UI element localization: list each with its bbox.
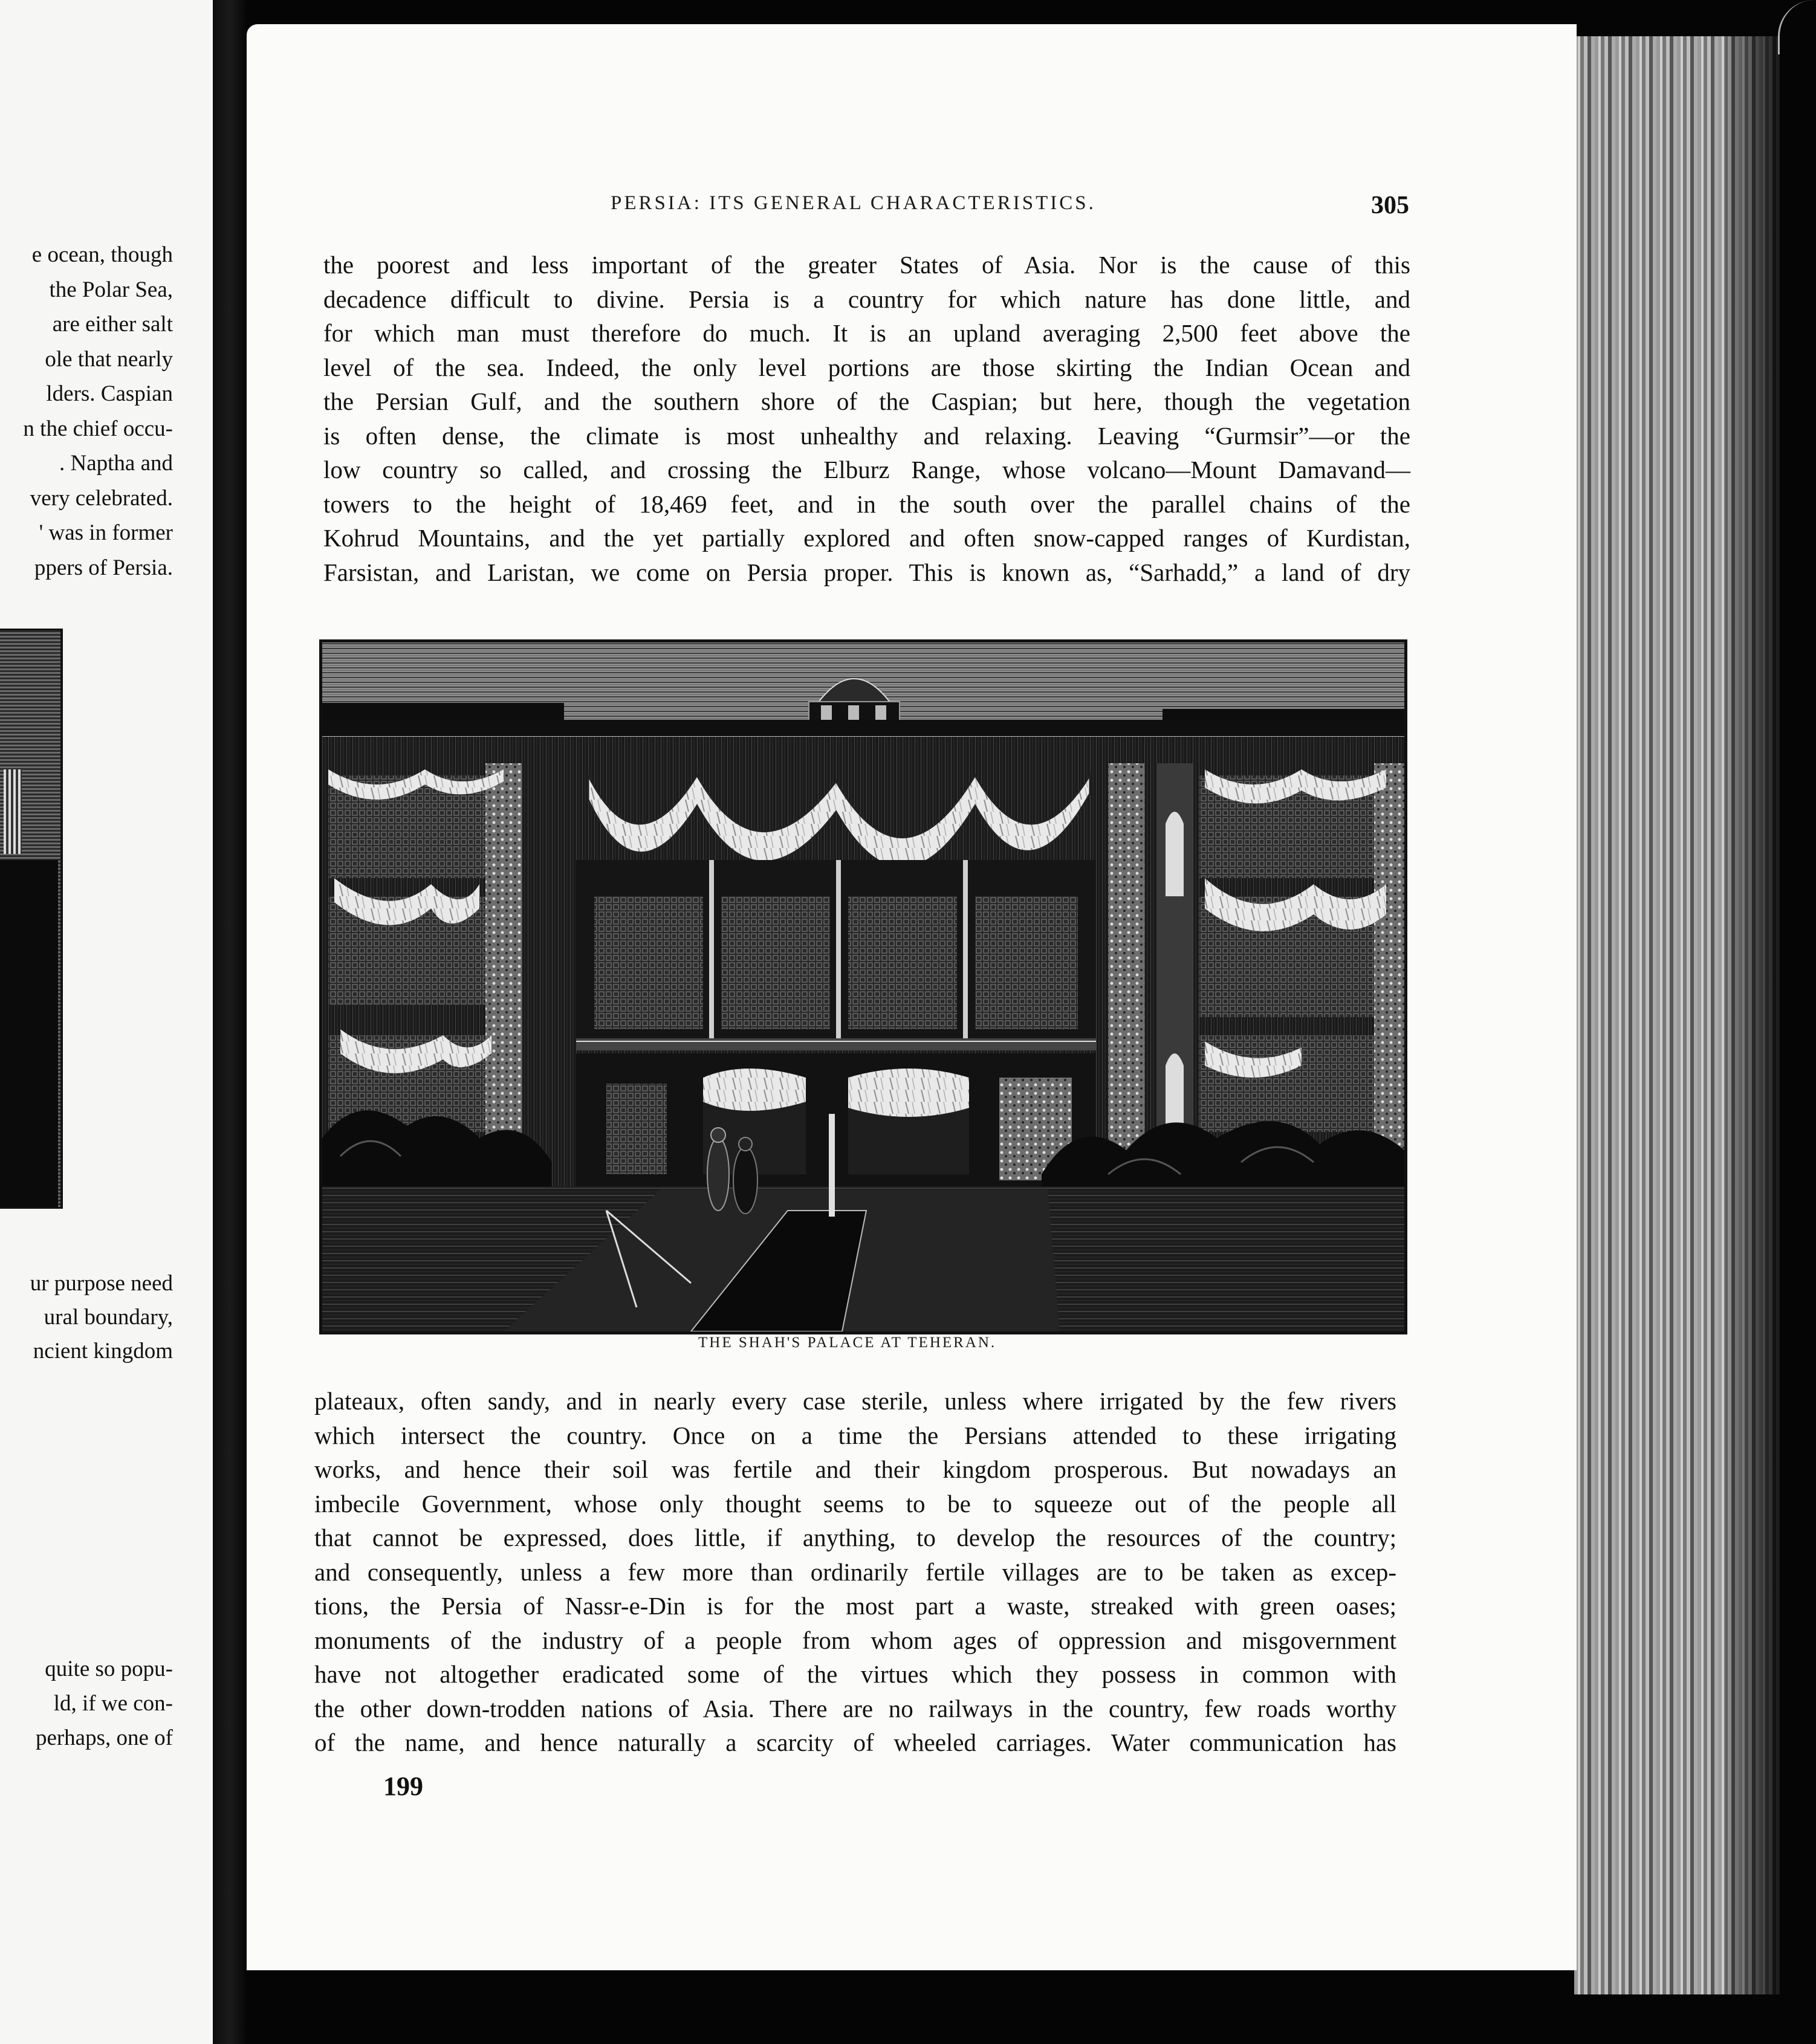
left-page-line: . Naptha and xyxy=(59,451,173,476)
text-line: Kohrud Mountains, and the yet partially explored and often snow-capped ranges of Kurdistan, xyxy=(323,524,1410,552)
illustration-shadow xyxy=(0,860,58,1207)
engraving-shahs-palace xyxy=(319,639,1407,1334)
running-head: PERSIA: ITS GENERAL CHARACTERISTICS. xyxy=(611,192,1096,214)
figure-caption: THE SHAH'S PALACE AT TEHERAN. xyxy=(698,1334,997,1351)
left-page xyxy=(0,0,213,2044)
corner-curl xyxy=(1778,0,1816,54)
engraving-illustration xyxy=(322,642,1404,1331)
text-line: low country so called, and crossing the Elburz Range, whose volcano—Mount Damavand— xyxy=(323,456,1410,484)
left-page-line: ' was in former xyxy=(39,520,173,545)
text-line: plateaux, often sandy, and in nearly every case sterile, unless where irrigated by the few rivers xyxy=(314,1387,1396,1415)
left-page-line: n the chief occu- xyxy=(23,416,173,441)
text-line: Farsistan, and Laristan, we come on Persia proper. This is known as, “Sarhadd,” a land of dry xyxy=(323,558,1410,586)
text-line: the other down-trodden nations of Asia. There are no railways in the country, few roads worthy xyxy=(314,1694,1396,1722)
left-page-line: ole that nearly xyxy=(45,346,173,372)
text-line: and consequently, unless a few more than ordinarily fertile villages are to be taken as excep- xyxy=(314,1557,1396,1586)
text-line: for which man must therefore do much. It is an upland averaging 2,500 feet above the xyxy=(323,319,1410,347)
page-edges xyxy=(1574,36,1780,1994)
paragraph-top xyxy=(323,248,1410,589)
left-page-line: e ocean, though xyxy=(31,242,173,267)
book-gutter xyxy=(213,0,247,2044)
illustration-window xyxy=(4,769,22,854)
left-page-line: ncient kingdom xyxy=(33,1339,173,1363)
left-page-line: the Polar Sea, xyxy=(49,277,173,302)
left-page-line: ural boundary, xyxy=(44,1305,173,1330)
left-page-line: quite so popu- xyxy=(45,1657,173,1681)
left-page-line: perhaps, one of xyxy=(35,1725,173,1750)
text-line: works, and hence their soil was fertile and their kingdom prosperous. But nowadays an xyxy=(314,1455,1396,1483)
page-number: 305 xyxy=(1371,192,1409,219)
signature-mark: 199 xyxy=(383,1771,423,1801)
text-line: imbecile Government, whose only thought seems to be to squeeze out of the people all xyxy=(314,1489,1396,1518)
text-line: is often dense, the climate is most unhealthy and relaxing. Leaving “Gurmsir”—or the xyxy=(323,421,1410,450)
left-page-line: ppers of Persia. xyxy=(34,555,173,580)
text-line: decadence difficult to divine. Persia is a country for which nature has done little, and xyxy=(323,285,1410,313)
text-line: that cannot be expressed, does little, if anything, to develop the resources of the country; xyxy=(314,1524,1396,1551)
text-line: the poorest and less important of the greater States of Asia. Nor is the cause of this xyxy=(323,251,1410,279)
page-edges-shade xyxy=(1725,36,1780,1994)
text-line: towers to the height of 18,469 feet, and in the south over the parallel chains of the xyxy=(323,490,1410,518)
left-page-line: ld, if we con- xyxy=(53,1691,173,1716)
paragraph-bottom xyxy=(314,1384,1396,1760)
text-line: have not altogether eradicated some of the virtues which they possess in common with xyxy=(314,1660,1396,1688)
left-page-line: ur purpose need xyxy=(30,1271,173,1296)
left-page-illustration xyxy=(0,629,63,1209)
text-line: which intersect the country. Once on a time the Persians attended to these irrigating xyxy=(314,1421,1396,1449)
text-line: monuments of the industry of a people from whom ages of oppression and misgovernment xyxy=(314,1626,1396,1654)
left-page-line: are either salt xyxy=(52,312,173,337)
left-page-line: very celebrated. xyxy=(30,485,173,511)
text-line: the Persian Gulf, and the southern shore of the Caspian; but here, though the vegetation xyxy=(323,387,1410,415)
left-page-line: lders. Caspian xyxy=(46,381,173,406)
text-line: tions, the Persia of Nassr-e-Din is for the most part a waste, streaked with green oases; xyxy=(314,1592,1396,1620)
text-line: of the name, and hence naturally a scarcity of wheeled carriages. Water communication has xyxy=(314,1729,1396,1756)
text-line: level of the sea. Indeed, the only level portions are those skirting the Indian Ocean and xyxy=(323,353,1410,381)
